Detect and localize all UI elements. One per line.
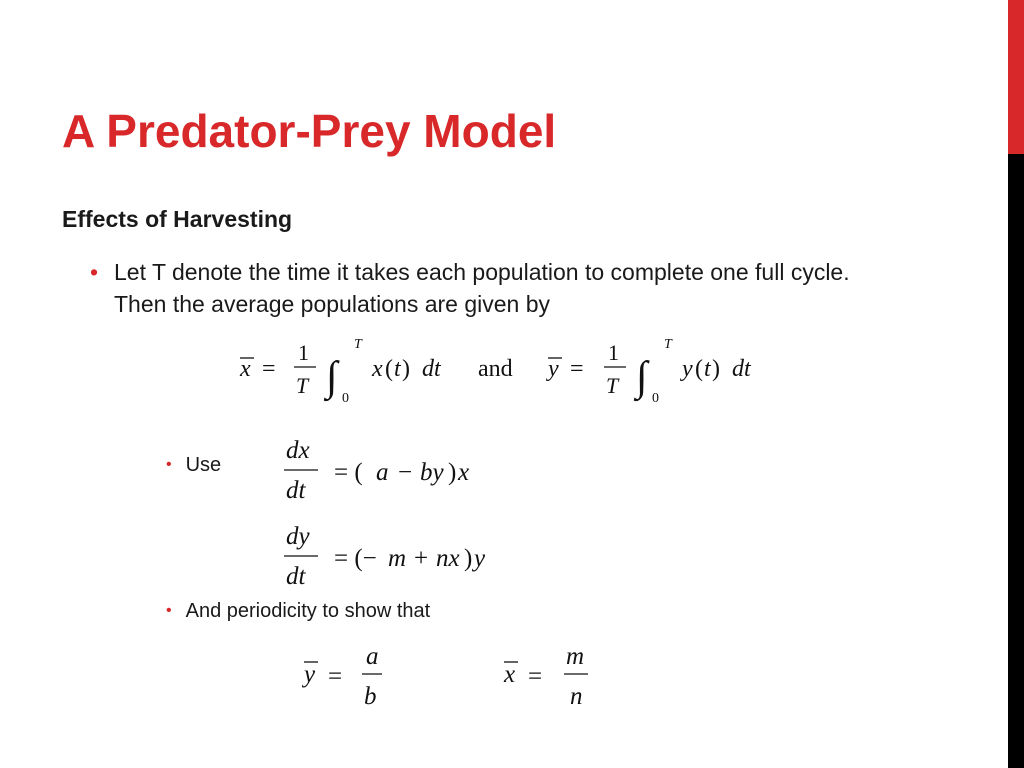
svg-text:): ) bbox=[402, 356, 410, 382]
svg-text:nx: nx bbox=[436, 545, 460, 572]
svg-text:x: x bbox=[504, 661, 516, 688]
svg-text:=: = bbox=[570, 356, 584, 382]
svg-text:y: y bbox=[682, 356, 693, 382]
svg-text:b: b bbox=[364, 683, 377, 710]
bullet-periodicity bbox=[166, 600, 430, 623]
side-accent-bar-black bbox=[1008, 154, 1024, 768]
equilibrium-results bbox=[296, 640, 606, 720]
svg-text:T: T bbox=[354, 337, 362, 352]
bullet-use-text: Use bbox=[185, 454, 222, 476]
svg-text:=: = bbox=[528, 663, 543, 690]
svg-text:T: T bbox=[606, 373, 619, 398]
bullet-use bbox=[166, 454, 221, 477]
bullet-dot: • bbox=[166, 456, 172, 473]
svg-text:t: t bbox=[394, 356, 401, 382]
svg-text:(: ( bbox=[385, 356, 393, 382]
svg-text:x: x bbox=[240, 356, 251, 382]
svg-text:dt: dt bbox=[286, 563, 306, 590]
svg-text:1: 1 bbox=[608, 340, 619, 365]
svg-text:x: x bbox=[458, 459, 470, 486]
svg-text:∫: ∫ bbox=[326, 354, 338, 400]
svg-text:=: = bbox=[328, 663, 343, 690]
svg-text:dt: dt bbox=[286, 477, 306, 504]
svg-text:=: = bbox=[262, 356, 276, 382]
and-word: and bbox=[478, 356, 513, 382]
svg-text:(: ( bbox=[695, 356, 703, 382]
svg-text:y: y bbox=[304, 661, 316, 688]
svg-text:m: m bbox=[566, 643, 585, 670]
bullet-dot: • bbox=[90, 259, 99, 285]
bullet-dot: • bbox=[166, 602, 172, 619]
slide-subheading: Effects of Harvesting bbox=[62, 206, 293, 232]
svg-text:dt: dt bbox=[422, 356, 441, 382]
svg-text:): ) bbox=[464, 545, 473, 572]
svg-text:dx: dx bbox=[286, 437, 310, 464]
svg-text:= (: = ( bbox=[334, 459, 363, 486]
svg-text:0: 0 bbox=[652, 391, 659, 406]
svg-text:x: x bbox=[372, 356, 383, 382]
bullet-periodicity-text: And periodicity to show that bbox=[185, 600, 431, 622]
svg-text:dt: dt bbox=[732, 356, 751, 382]
svg-text:a: a bbox=[376, 459, 389, 486]
svg-text:dy: dy bbox=[286, 523, 310, 550]
side-accent-bar-red bbox=[1008, 0, 1024, 154]
svg-text:): ) bbox=[448, 459, 457, 486]
svg-text:T: T bbox=[296, 373, 309, 398]
svg-text:t: t bbox=[704, 356, 711, 382]
svg-text:−: − bbox=[398, 459, 413, 486]
equation-dy-dt bbox=[280, 518, 550, 598]
svg-text:a: a bbox=[366, 643, 379, 670]
equation-dx-dt bbox=[280, 432, 520, 512]
svg-text:by: by bbox=[420, 459, 444, 486]
svg-text:y: y bbox=[548, 356, 559, 382]
svg-text:∫: ∫ bbox=[636, 354, 648, 400]
slide-title: A Predator-Prey Model bbox=[62, 105, 557, 157]
svg-text:+: + bbox=[414, 545, 429, 572]
svg-text:): ) bbox=[712, 356, 720, 382]
svg-text:0: 0 bbox=[342, 391, 349, 406]
svg-text:T: T bbox=[664, 337, 672, 352]
svg-text:y: y bbox=[474, 545, 486, 572]
svg-text:= (−: = (− bbox=[334, 545, 377, 572]
svg-text:n: n bbox=[570, 683, 583, 710]
bullet-text: Let T denote the time it takes each population to complete one full cycle. Then the average populations are given by bbox=[114, 259, 850, 317]
average-populations-formula bbox=[230, 328, 790, 418]
svg-text:m: m bbox=[388, 545, 407, 572]
svg-text:1: 1 bbox=[298, 340, 309, 365]
